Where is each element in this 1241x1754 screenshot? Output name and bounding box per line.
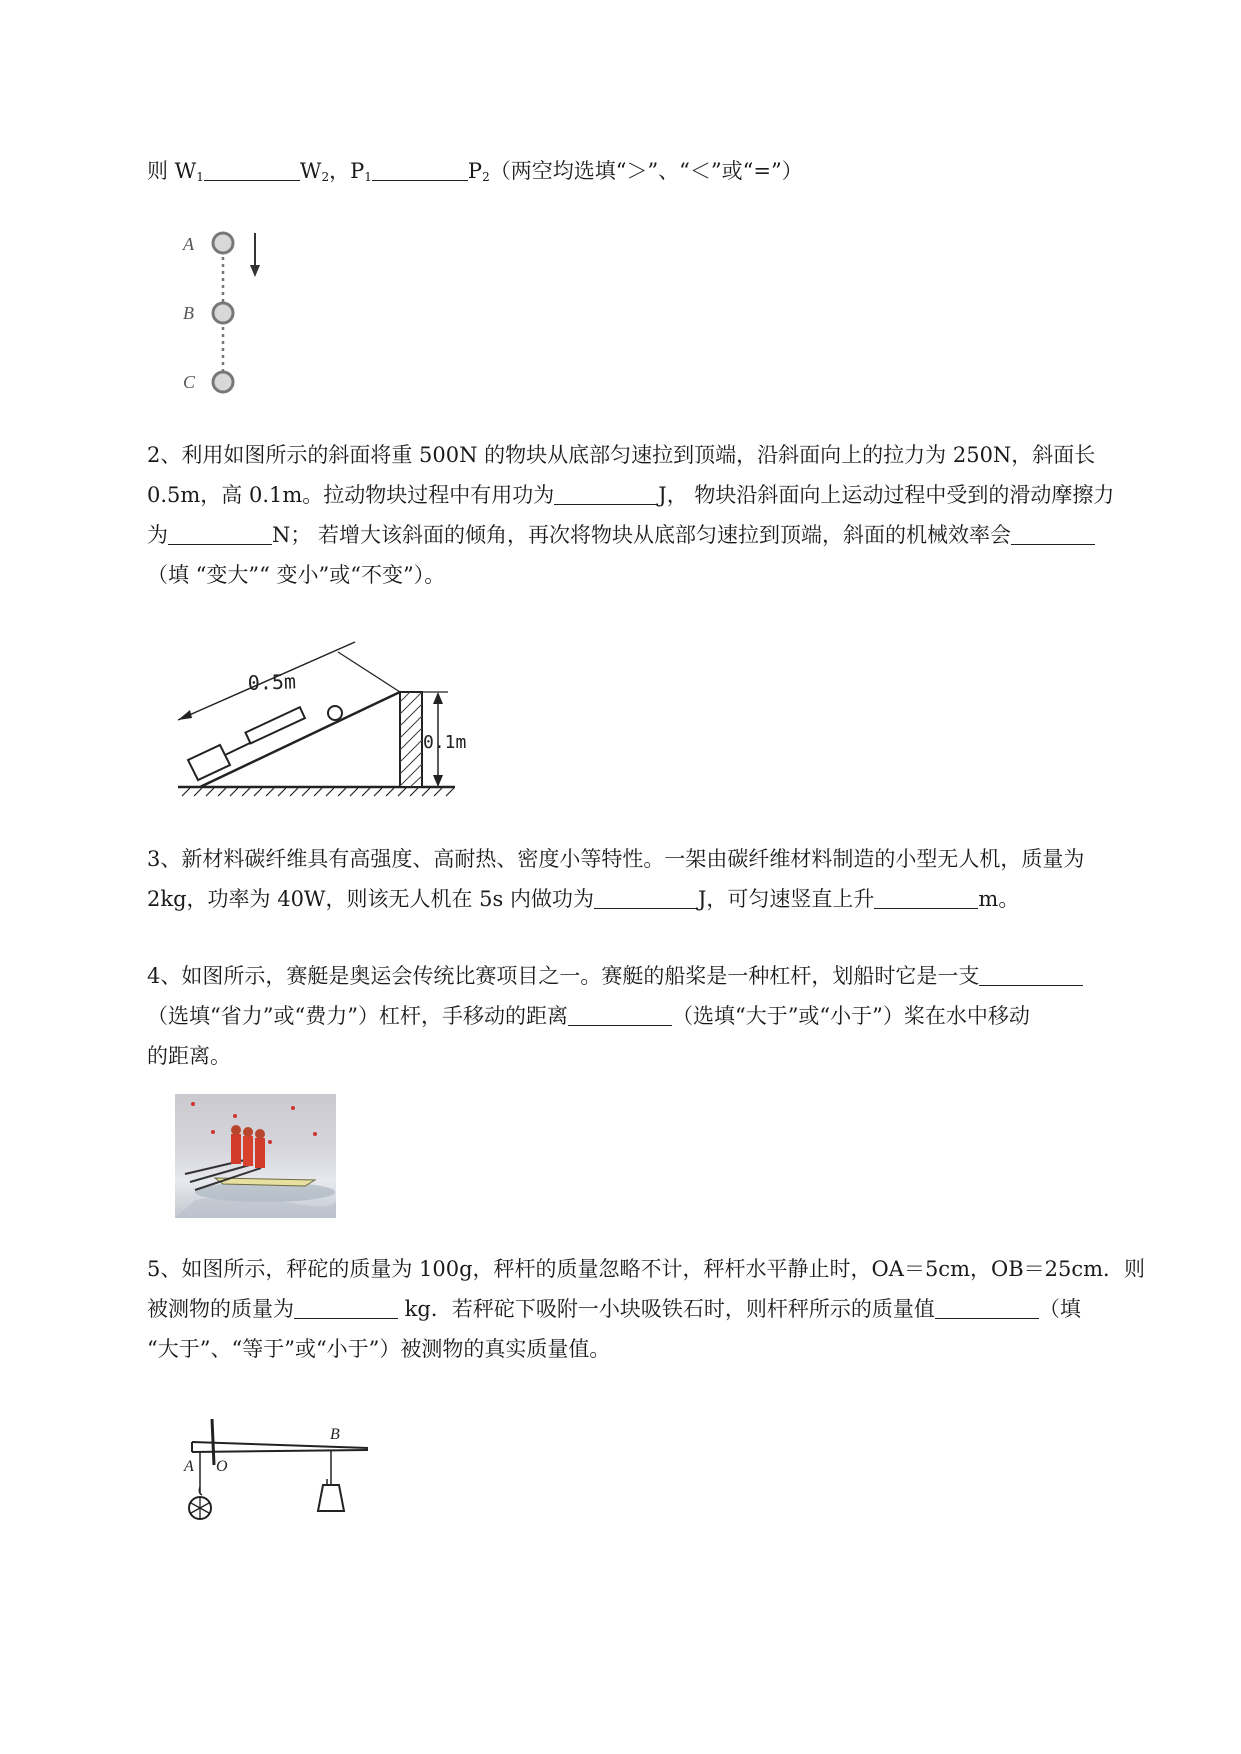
q3-line-2b: J，可匀速竖直上升 [698,887,875,911]
height-arrow-top [433,692,443,704]
q5-line-2b: kg．若秤砣下吸附一小块吸铁石时，则杆秤所示的质量值 [398,1297,935,1321]
q3-line-2a: 2kg，功率为 40W，则该无人机在 5s 内做功为 [147,887,594,911]
rowing-photo-art [175,1094,336,1218]
q1-p1-label: ，P [329,159,365,183]
q5-blank-1[interactable] [294,1298,398,1319]
q3-line-2 [147,885,1157,913]
hook-rope [225,743,250,755]
q2-line-2a: 0.5m，高 0.1m。拉动物块过程中有用功为 [147,483,555,507]
q3-blank-1[interactable] [594,888,698,909]
q2-blank-2[interactable] [168,524,272,545]
q4-line-3: 的距离。 [147,1044,231,1068]
q3-line-2c: m。 [978,887,1020,911]
ball-c [213,372,233,392]
q1-p2-label: P [467,159,483,183]
length-arrow-head [178,710,192,720]
q5-line-3: “大于”、“等于”或“小于”）被测物的真实质量值。 [147,1337,611,1361]
q1-w-label: 则 W [147,159,197,183]
q1-tail-line [147,157,1157,191]
q1-note: （两空均选填“＞”、“＜”或“=”） [489,159,803,183]
q3-line-1: 3、新材料碳纤维具有高强度、高耐热、密度小等特性。一架由碳纤维材料制造的小型无人机，质量为 [147,847,1085,871]
label-b: B [330,1426,340,1443]
length-extension [338,652,400,692]
q1-blank-2[interactable] [372,160,468,181]
q3-blank-2[interactable] [874,888,978,909]
q4-blank-1[interactable] [979,965,1083,986]
q2-line-2b: J， 物块沿斜面向上运动过程中受到的滑动摩擦力 [658,483,1115,507]
rowing-photo [175,1094,336,1218]
q4-line-2b: （选填“大于”或“小于”）桨在水中移动 [671,1004,1030,1028]
q5-line-1: 5、如图所示，秤砣的质量为 100g，秤杆的质量忽略不计，秤杆水平静止时，OA＝5cm，OB＝25cm．则 [147,1257,1146,1281]
falling-ball-figure [170,225,280,400]
length-label: 0.5m [247,669,297,695]
label-b: B [183,303,194,323]
q4-line-1-text: 4、如图所示，赛艇是奥运会传统比赛项目之一。赛艇的船桨是一种杠杆，划船时它是一支 [147,964,980,988]
q1-blank-1[interactable] [204,160,300,181]
q4-line-2a: （选填“省力”或“费力”）杠杆，手移动的距离 [147,1004,568,1028]
ball-a [213,233,233,253]
q5-blank-2[interactable] [935,1298,1039,1319]
steelyard-figure [178,1405,378,1535]
spring-scale-ring [328,706,342,720]
q2-blank-3[interactable] [1011,524,1095,545]
q2-blank-1[interactable] [554,484,658,505]
down-arrow-head [250,265,260,277]
q1-w2-label: W [299,159,322,183]
q4-blank-2[interactable] [568,1005,672,1026]
q4-line-1 [147,962,1157,990]
q2-line-1: 2、利用如图所示的斜面将重 500N 的物块从底部匀速拉到顶端，沿斜面向上的拉力为 250N，斜面长 [147,443,1096,467]
q5-line-2c: （填 [1038,1297,1081,1321]
q1-p1-sub: 1 [364,170,372,184]
beam-top [192,1442,368,1448]
label-o: O [216,1458,228,1475]
height-arrow-bottom [433,775,443,787]
q2-line-3 [147,521,1157,549]
q2-line-3b: N； 若增大该斜面的倾角，再次将物块从底部匀速拉到顶端，斜面的机械效率会 [272,523,1012,547]
q1-w2-sub: 2 [321,170,330,184]
q5-line-2a: 被测物的质量为 [147,1297,294,1321]
label-a: A [184,1458,194,1475]
ground-hatch [182,788,454,796]
incline-figure [170,640,470,800]
pivot-handle [212,1419,214,1465]
label-c: C [183,372,196,392]
spring-scale [245,707,304,743]
counterweight [318,1485,344,1511]
height-label: 0.1m [423,732,467,753]
ball-b [213,303,233,323]
q2-line-4: （填 “变大”“ 变小”或“不变”）。 [147,563,446,587]
q1-w1-sub: 1 [196,170,204,184]
q4-line-2 [147,1002,1157,1030]
label-a: A [183,234,194,254]
q2-line-2 [147,481,1157,509]
q1-p2-sub: 2 [482,170,490,184]
q5-line-2 [147,1295,1157,1323]
q2-line-3a: 为 [147,523,168,547]
beam-bottom [192,1450,368,1452]
